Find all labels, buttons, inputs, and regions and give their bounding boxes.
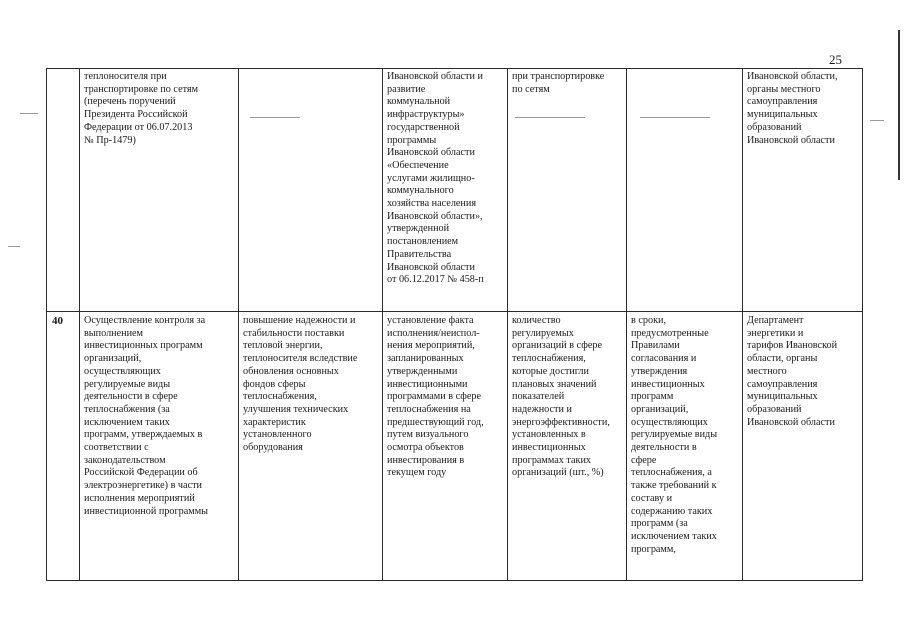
scan-mark	[640, 117, 710, 118]
row-number: 40	[52, 315, 63, 327]
table-border-bottom	[46, 580, 863, 581]
row2-col6-cell: в сроки, предусмотренные Правилами согласования и утверждения инвестиционных программ организаций, осуществляющих регулируемые виды деятельности в сфере теплоснабжения, а также требований к составу и содержанию таких программ (за исключением таких программ,	[631, 315, 718, 555]
table-column-divider	[238, 68, 239, 581]
row2-col2-cell: Осуществление контроля за выполнением инвестиционных программ организаций, осуществляющих регулируемые виды деятельности в сфере теплоснабжения (за исключением таких программ, утверждаемых в соответствии с законодательством Российской Федерации об электроэнергетике) в части исполнения мероприятий инвестиционной программы	[84, 315, 209, 517]
page-number: 25	[829, 52, 842, 67]
scan-mark	[870, 120, 884, 121]
row1-col7-cell: Ивановской области, органы местного самоуправления муниципальных образований Ивановской области	[747, 71, 838, 146]
scan-mark	[250, 117, 300, 118]
table-column-divider	[742, 68, 743, 581]
scan-mark	[8, 246, 20, 247]
table-border-left	[46, 68, 47, 581]
table-column-divider	[626, 68, 627, 581]
row2-col3-cell: повышение надежности и стабильности поставки тепловой энергии, теплоносителя вследствие обновления основных фондов сферы теплоснабжения, улучшения технических характеристик установленного оборудования	[243, 315, 358, 454]
row1-col2-cell: теплоносителя при транспортировке по сетям (перечень поручений Президента Российской Федерации от 06.07.2013 № Пр-1479)	[84, 71, 199, 146]
scan-mark	[20, 113, 38, 114]
scan-edge-line	[898, 30, 900, 180]
table-column-divider	[382, 68, 383, 581]
scan-mark	[515, 117, 585, 118]
row2-col4-cell: установление факта исполнения/неиспол- нения мероприятий, запланированных утвержденными инвестиционными программами в сфере теплоснабжения на предшествующий год, путем визуального осмотра объектов инвестирования в текущем году	[387, 315, 484, 479]
table-row-divider	[46, 311, 863, 312]
row1-col5-cell: при транспортировке по сетям	[512, 71, 605, 95]
table-column-divider	[79, 68, 80, 581]
row2-col7-cell: Департамент энергетики и тарифов Ивановской области, органы местного самоуправления муниципальных образований Ивановской области	[747, 315, 838, 428]
table-border-top	[46, 68, 863, 69]
row1-col4-cell: Ивановской области и развитие коммунальной инфраструктуры» государственной программы Ивановской области «Обеспечение услугами жилищно- коммунального хозяйства населения Ивановской области», утвержденной постановлением Правительства Ивановской области от 06.12.2017 № 458-п	[387, 71, 484, 286]
row2-col5-cell: количество регулируемых организаций в сфере теплоснабжения, которые достигли плановых значений показателей надежности и энергоэффективности, установленных в инвестиционных программах таких организаций (шт., %)	[512, 315, 610, 479]
table-border-right	[862, 68, 863, 581]
table-column-divider	[507, 68, 508, 581]
